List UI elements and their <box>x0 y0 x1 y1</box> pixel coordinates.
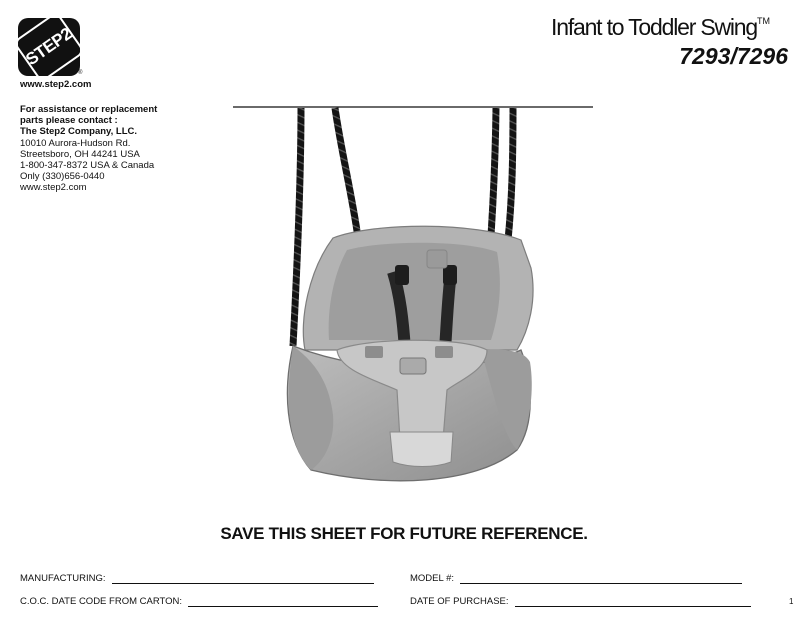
buckle-right <box>435 346 453 358</box>
contact-phone-2: Only (330)656-0440 <box>20 171 105 183</box>
contact-intro-1: For assistance or replacement <box>20 104 158 115</box>
rope-back-right <box>508 108 513 240</box>
manufacturing-field <box>20 573 374 584</box>
strap-slot-left <box>395 265 409 285</box>
coc-field <box>20 596 378 607</box>
model-field <box>410 573 742 584</box>
contact-intro-2: parts please contact : <box>20 115 118 127</box>
purchase-field <box>410 596 751 607</box>
seat-back-inner <box>329 243 500 340</box>
model-line[interactable] <box>460 574 742 584</box>
contact-address-2: Streetsboro, OH 44241 USA <box>20 148 140 160</box>
contact-phone-1: 1-800-347-8372 USA & Canada <box>20 160 155 172</box>
product-title <box>551 14 770 41</box>
contact-address-1: 10010 Aurora-Hudson Rd. <box>20 137 131 149</box>
trademark-mark: TM <box>757 16 770 26</box>
crotch-piece <box>390 432 453 467</box>
swing-illustration <box>225 100 600 495</box>
rope-front-left <box>293 108 301 346</box>
step2-logo <box>18 18 83 76</box>
registered-mark: ® <box>78 70 83 76</box>
model-label: MODEL #: <box>410 573 454 584</box>
manufacturing-line[interactable] <box>112 574 374 584</box>
rope-back-left <box>335 108 358 238</box>
contact-company: The Step2 Company, LLC. <box>20 126 138 138</box>
save-sheet-notice: SAVE THIS SHEET FOR FUTURE REFERENCE. <box>220 524 588 543</box>
purchase-label: DATE OF PURCHASE: <box>410 596 509 607</box>
buckle-left <box>365 346 383 358</box>
product-title-text: Infant to Toddler Swing <box>551 14 757 40</box>
step2-logo-text: STEP2 <box>13 11 86 83</box>
coc-line[interactable] <box>188 597 378 607</box>
t-bar-logo <box>400 358 426 374</box>
seat-back-logo <box>427 250 447 268</box>
page-number: 1 <box>789 597 794 606</box>
header-website: www.step2.com <box>20 79 92 90</box>
manufacturing-label: MANUFACTURING: <box>20 573 106 584</box>
contact-block <box>20 104 210 194</box>
coc-label: C.O.C. DATE CODE FROM CARTON: <box>20 596 183 607</box>
model-numbers: 7293/7296 <box>679 43 788 69</box>
purchase-line[interactable] <box>515 597 751 607</box>
contact-website: www.step2.com <box>20 182 87 194</box>
